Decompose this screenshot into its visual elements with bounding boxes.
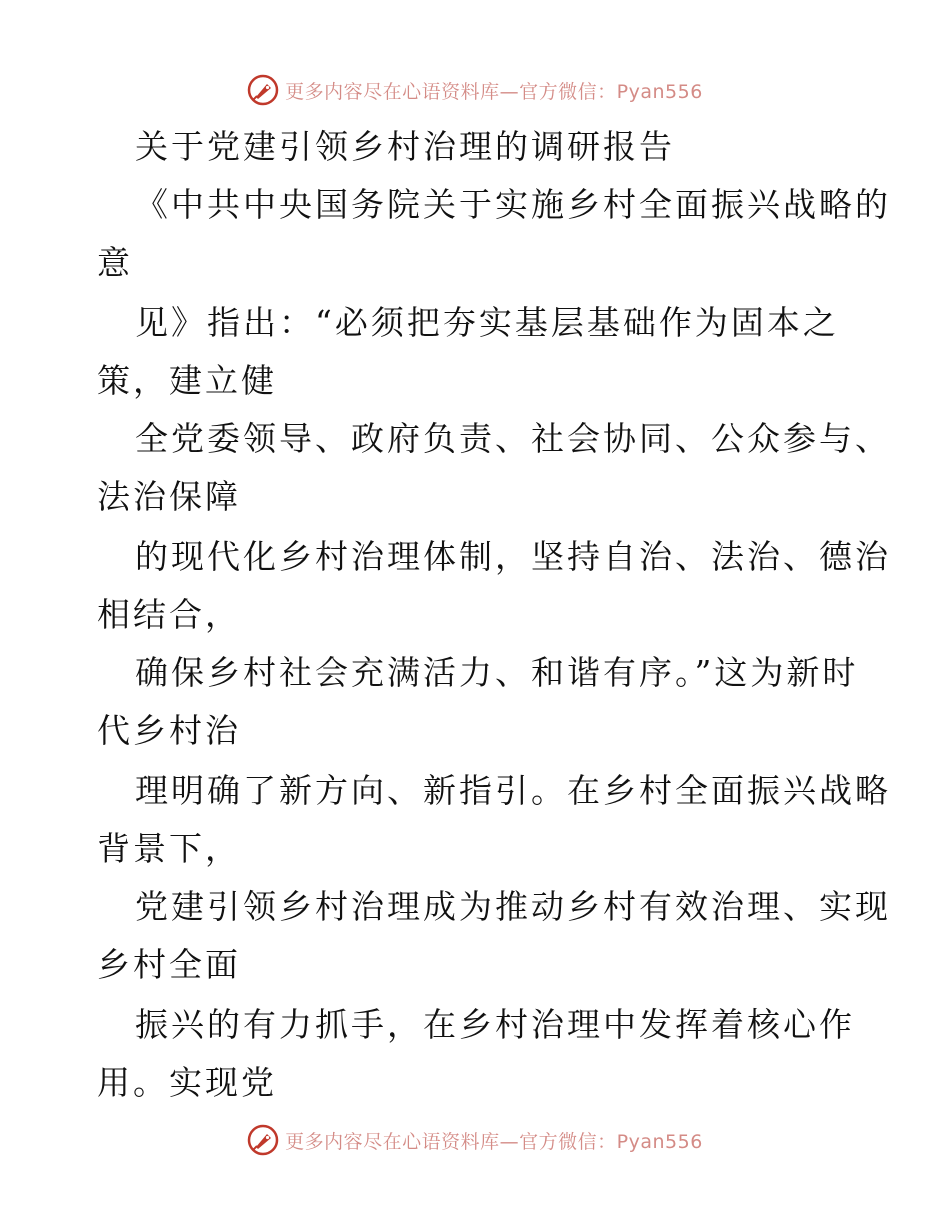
paragraph-line: 背景下，: [97, 829, 241, 868]
paragraph-line: 见》指出：“必须把夯实基层基础作为固本之: [135, 303, 839, 342]
watermark-text: 更多内容尽在心语资料库—官方微信：Pyan556: [285, 1130, 703, 1153]
paragraph-line: 全党委领导、政府负责、社会协同、公众参与、: [135, 419, 891, 458]
paragraph-line: 策，建立健: [97, 361, 277, 400]
paragraph-line: 代乡村治: [97, 711, 241, 750]
paragraph-line: 相结合，: [97, 595, 241, 634]
paragraph-line: 法治保障: [97, 477, 241, 516]
paragraph-line: 《中共中央国务院关于实施乡村全面振兴战略的: [135, 185, 891, 224]
paragraph-line: 振兴的有力抓手，在乡村治理中发挥着核心作: [135, 1005, 855, 1044]
footer-watermark-banner: [0, 1120, 950, 1160]
paragraph-line: 意: [97, 243, 133, 282]
paragraph-line: 乡村全面: [97, 945, 241, 984]
paragraph-line: 党建引领乡村治理成为推动乡村有效治理、实现: [135, 887, 891, 926]
paragraph-line: 用。实现党: [97, 1063, 277, 1102]
paragraph-line: 确保乡村社会充满活力、和谐有序。”这为新时: [135, 653, 859, 692]
paragraph-line: 理明确了新方向、新指引。在乡村全面振兴战略: [135, 771, 891, 810]
document-title: 关于党建引领乡村治理的调研报告: [135, 127, 675, 166]
watermark-text: 更多内容尽在心语资料库—官方微信：Pyan556: [285, 80, 703, 103]
paragraph-line: 的现代化乡村治理体制，坚持自治、法治、德治: [135, 537, 891, 576]
pen-nib-logo-icon: [247, 1124, 279, 1156]
